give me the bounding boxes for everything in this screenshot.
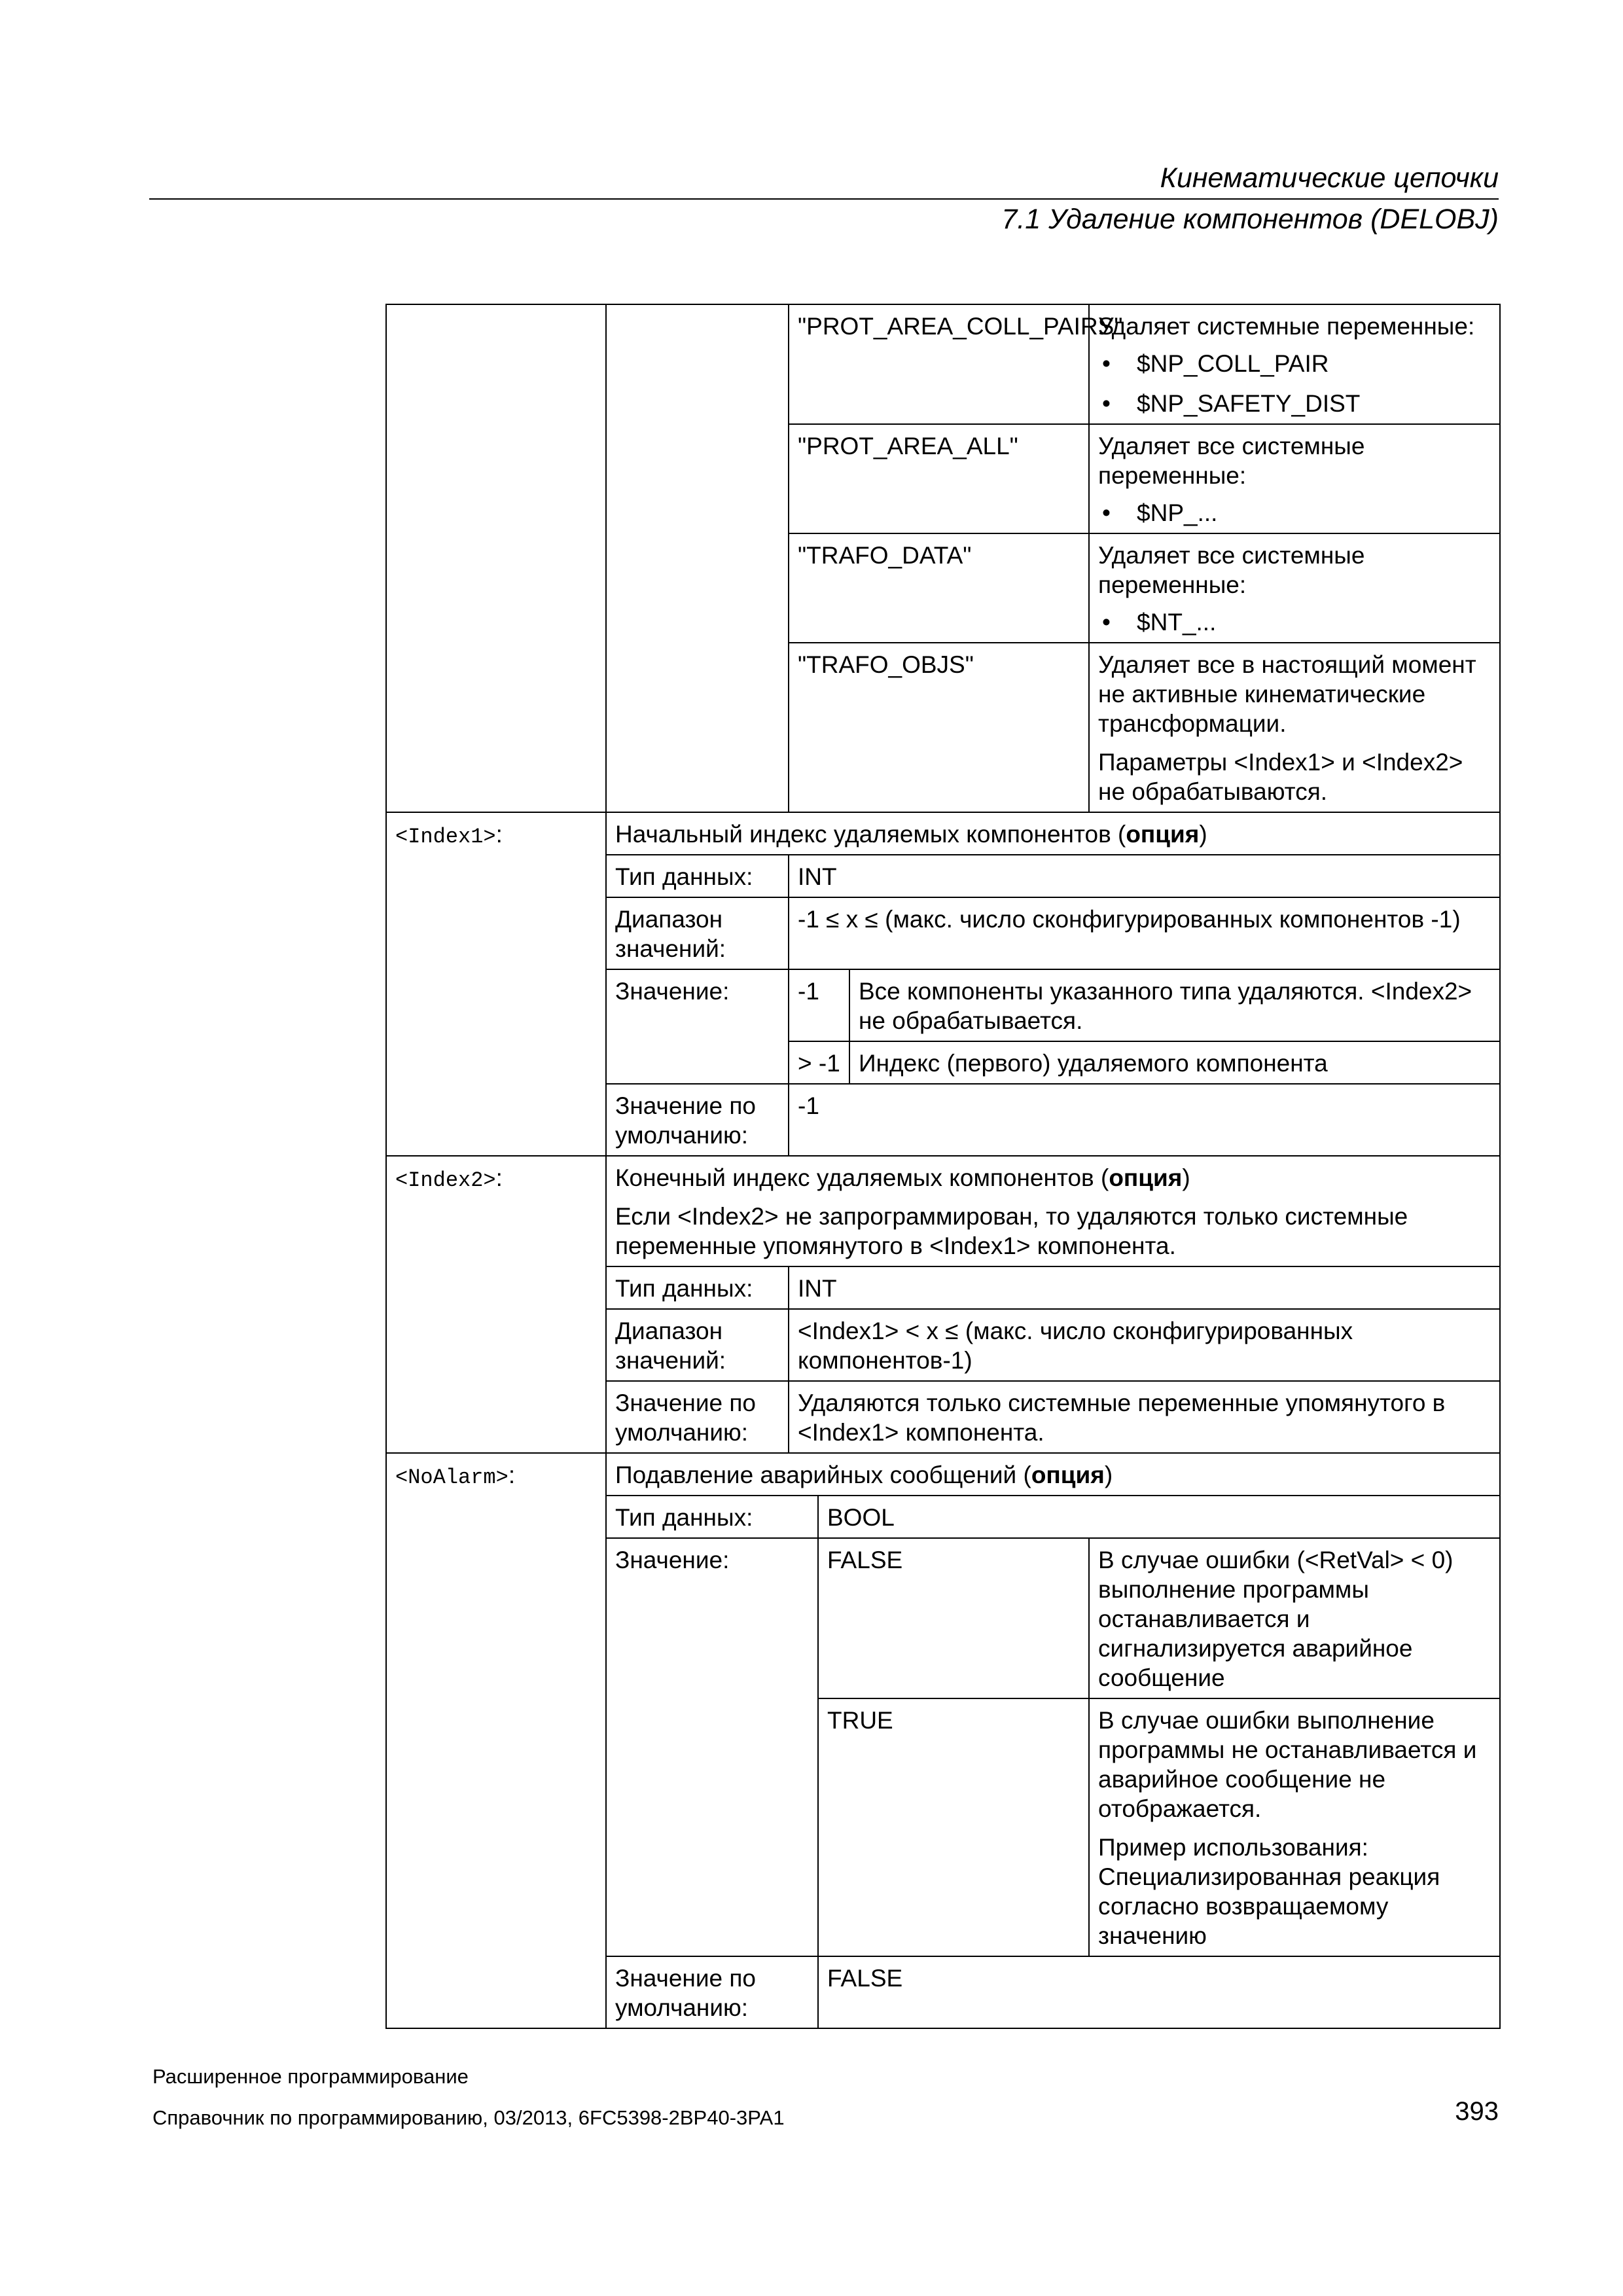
description-note: Пример использования: Специализированная реакция согласно возвращаемому значению [1098,1834,1440,1949]
field-value: FALSE [818,1956,1500,2028]
field-value: Удаляются только системные переменные упомянутого в <Index1> компонента. [789,1381,1500,1453]
footer-manual-info: Справочник по программированию, 03/2013, 6FC5398-2BP40-3PA1 [152,2106,785,2129]
description-text: Начальный индекс удаляемых компонентов ( [615,821,1126,848]
field-value: <Index1> < x ≤ (макс. число сконфигурированных компонентов-1) [789,1309,1500,1381]
description-text [615,1163,1491,1193]
field-label: Значение по умолчанию: [606,1956,818,2028]
option-value: "PROT_AREA_COLL_PAIRS" [789,304,1089,424]
footer-title: Расширенное программирование [152,2065,469,2088]
table-row [386,812,1500,855]
list-item: • $NP_... [1098,498,1491,528]
param-name-cell [386,812,606,1156]
param-name-index1: <Index1> [395,825,496,849]
field-value: -1 [789,1084,1500,1156]
list-item: • $NP_COLL_PAIR [1098,349,1491,378]
value-cell: -1 [789,969,849,1041]
option-value: "TRAFO_OBJS" [789,643,1089,812]
field-label: Значение: [606,969,789,1084]
field-label: Значение по умолчанию: [606,1381,789,1453]
value-cell: TRUE [818,1698,1089,1956]
description-text: Удаляет все системные переменные: [1098,433,1365,489]
param-description [606,1156,1500,1266]
field-value: INT [789,855,1500,897]
bullet-list [1098,607,1491,637]
option-description [1089,304,1500,424]
header-rule [149,198,1499,200]
list-item: • $NT_... [1098,607,1491,637]
table-row [386,1156,1500,1266]
value-cell: FALSE [818,1538,1089,1698]
param-name-index2: <Index2> [395,1168,496,1193]
param-name-cell [386,1156,606,1453]
empty-cell [606,304,789,812]
list-item: • $NP_SAFETY_DIST [1098,389,1491,418]
page-number: 393 [1455,2097,1499,2126]
field-label: Диапазон значений: [606,1309,789,1381]
value-meaning: Индекс (первого) удаляемого компонента [849,1041,1500,1084]
section-title: 7.1 Удаление компонентов (DELOBJ) [1001,204,1499,235]
value-cell: > -1 [789,1041,849,1084]
param-name-noalarm: <NoAlarm> [395,1465,508,1490]
value-meaning: Все компоненты указанного типа удаляются. <Index2> не обрабатывается. [849,969,1500,1041]
description-text: Удаляет все системные переменные: [1098,542,1365,598]
value-meaning: В случае ошибки (<RetVal> < 0) выполнение программы останавливается и сигнализируется аварийное сообщение [1089,1538,1500,1698]
description-text: ) [1182,1164,1190,1191]
empty-cell [386,304,606,812]
field-value: -1 ≤ x ≤ (макс. число сконфигурированных компонентов -1) [789,897,1500,969]
value-meaning [1089,1698,1500,1956]
option-description [1089,424,1500,533]
description-text: В случае ошибки выполнение программы не останавливается и аварийное сообщение не отображается. [1098,1707,1477,1822]
field-value: INT [789,1266,1500,1309]
field-label: Значение по умолчанию: [606,1084,789,1156]
option-keyword: опция [1031,1462,1105,1488]
description-note: Если <Index2> не запрограммирован, то удаляются только системные переменные упомянутого в <Index1> компонента. [615,1203,1408,1259]
option-keyword: опция [1109,1164,1183,1191]
description-note: Параметры <Index1> и <Index2> не обрабатываются. [1098,749,1463,805]
option-value: "TRAFO_DATA" [789,533,1089,643]
field-label: Тип данных: [606,855,789,897]
param-description [606,812,1500,855]
param-colon: : [508,1462,516,1488]
field-label: Тип данных: [606,1496,818,1538]
param-description [606,1453,1500,1496]
param-colon: : [495,821,503,848]
description-text: Удаляет системные переменные: [1098,313,1475,340]
bullet-list [1098,349,1491,418]
option-description [1089,533,1500,643]
parameter-table [385,304,1501,2029]
field-label: Диапазон значений: [606,897,789,969]
table-row [386,304,1500,424]
chapter-title: Кинематические цепочки [1160,162,1499,194]
description-text: Конечный индекс удаляемых компонентов ( [615,1164,1109,1191]
option-keyword: опция [1126,821,1200,848]
option-description [1089,643,1500,812]
description-text: ) [1199,821,1207,848]
field-value: BOOL [818,1496,1500,1538]
param-name-cell [386,1453,606,2028]
field-label: Тип данных: [606,1266,789,1309]
bullet-list [1098,498,1491,528]
option-value: "PROT_AREA_ALL" [789,424,1089,533]
param-colon: : [495,1164,503,1191]
table-row [386,1453,1500,1496]
description-text: Удаляет все в настоящий момент не активные кинематические трансформации. [1098,651,1476,737]
field-label: Значение: [606,1538,818,1956]
description-text: ) [1104,1462,1113,1488]
description-text: Подавление аварийных сообщений ( [615,1462,1031,1488]
